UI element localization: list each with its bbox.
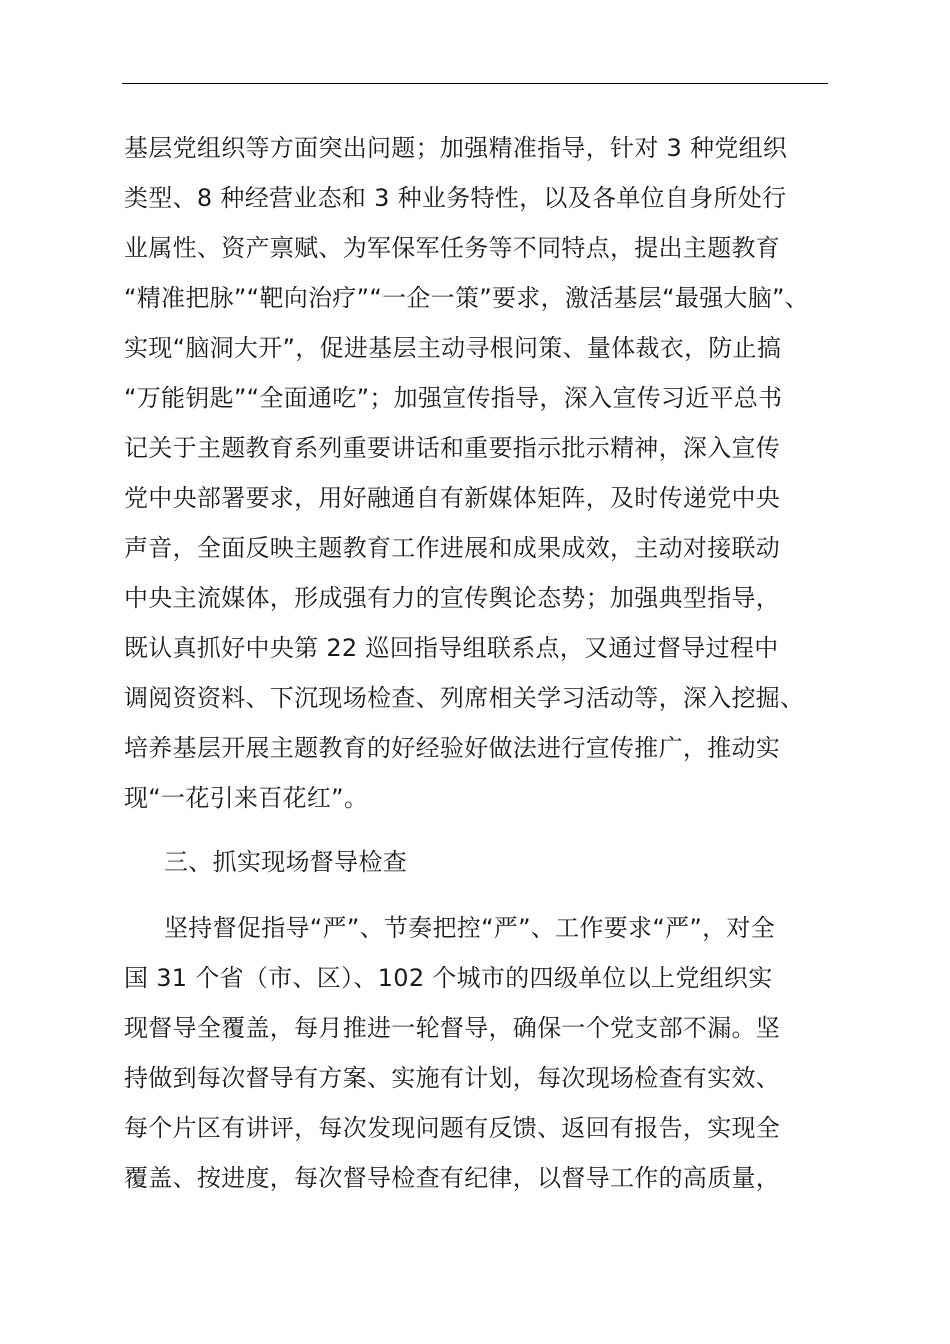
header-rule [122, 83, 828, 84]
text-line: 国 31 个省（市、区）、102 个城市的四级单位以上党组织实 [124, 964, 773, 992]
text-line: 记关于主题教育系列重要讲话和重要指示批示精神，深入宣传 [124, 434, 781, 462]
text-line: 业属性、资产禀赋、为军保军任务等不同特点，提出主题教育 [124, 234, 781, 262]
text-line: 现督导全覆盖，每月推进一轮督导，确保一个党支部不漏。坚 [124, 1014, 781, 1042]
text-line: 覆盖、按进度，每次督导检查有纪律，以督导工作的高质量， [124, 1164, 781, 1192]
text-line: “精准把脉”“靶向治疗”“一企一策”要求，激活基层“最强大脑”、 [124, 284, 810, 312]
text-line: “万能钥匙”“全面通吃”；加强宣传指导，深入宣传习近平总书 [124, 384, 783, 412]
text-line: 持做到每次督导有方案、实施有计划，每次现场检查有实效、 [124, 1064, 781, 1092]
text-line: 现“一花引来百花红”。 [124, 784, 369, 812]
text-line: 声音，全面反映主题教育工作进展和成果成效，主动对接联动 [124, 534, 781, 562]
text-line: 调阅资资料、下沉现场检查、列席相关学习活动等，深入挖掘、 [124, 684, 805, 712]
text-line: 培养基层开展主题教育的好经验好做法进行宣传推广，推动实 [124, 734, 781, 762]
text-line: 坚持督促指导“严”、节奏把控“严”、工作要求“严”，对全 [164, 914, 775, 942]
section-heading: 三、抓实现场督导检查 [164, 848, 407, 876]
text-line: 党中央部署要求，用好融通自有新媒体矩阵，及时传递党中央 [124, 484, 781, 512]
text-line: 基层党组织等方面突出问题；加强精准指导，针对 3 种党组织 [124, 134, 788, 162]
text-line: 每个片区有讲评，每次发现问题有反馈、返回有报告，实现全 [124, 1114, 781, 1142]
text-line: 类型、8 种经营业态和 3 种业务特性，以及各单位自身所处行 [124, 184, 787, 212]
text-line: 既认真抓好中央第 22 巡回指导组联系点，又通过督导过程中 [124, 634, 779, 662]
text-line: 中央主流媒体，形成强有力的宣传舆论态势；加强典型指导， [124, 584, 781, 612]
text-line: 实现“脑洞大开”，促进基层主动寻根问策、量体裁衣，防止搞 [124, 334, 782, 362]
